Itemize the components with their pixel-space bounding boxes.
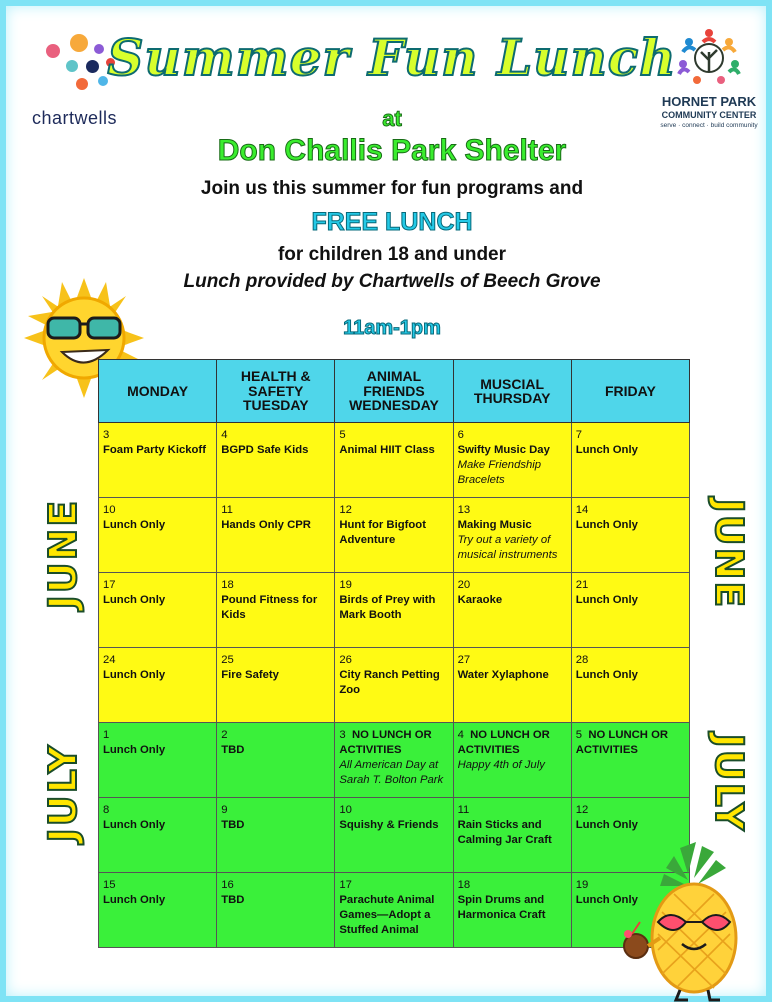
day-event: TBD: [221, 894, 245, 906]
day-number: 16: [221, 879, 234, 891]
flyer-title: Summer Fun Lunch: [107, 28, 677, 87]
calendar-day-cell: [217, 498, 335, 573]
day-number: 12: [575, 804, 589, 816]
day-number: 4: [457, 729, 464, 741]
day-event: Making Music: [457, 519, 532, 531]
calendar-day-cell: [571, 498, 689, 573]
day-number: 27: [457, 654, 471, 666]
day-event: Lunch Only: [103, 594, 166, 606]
day-event: NO LUNCH OR ACTIVITIES: [339, 729, 432, 756]
day-event: Lunch Only: [103, 669, 166, 681]
header-wednesday: ANIMAL FRIENDS WEDNESDAY: [335, 360, 453, 423]
calendar-day-cell: [335, 498, 453, 573]
day-event: Squishy & Friends: [339, 819, 439, 831]
day-number: 18: [221, 579, 234, 591]
july-label-left: JULY: [41, 743, 85, 843]
calendar-day-cell: [335, 423, 453, 498]
day-event: Karaoke: [457, 594, 503, 606]
day-event: TBD: [221, 744, 245, 756]
day-number: 9: [221, 804, 228, 816]
calendar-day-cell: [335, 573, 453, 648]
day-note: Try out a variety of musical instruments: [457, 534, 558, 561]
day-number: 11: [457, 804, 470, 816]
day-event: City Ranch Petting Zoo: [339, 669, 440, 696]
calendar-day-cell: [453, 873, 571, 948]
at-label: at: [382, 106, 402, 131]
day-event: Lunch Only: [575, 819, 638, 831]
calendar-day-cell: [453, 498, 571, 573]
chartwells-wordmark: chartwells: [32, 108, 118, 128]
day-number: 25: [221, 654, 234, 666]
day-event: Lunch Only: [103, 819, 166, 831]
day-event: Animal HIIT Class: [339, 444, 435, 456]
header-thursday: MUSCIAL THURSDAY: [453, 360, 571, 423]
day-number: 3: [339, 729, 346, 741]
calendar-header-row: [99, 360, 690, 423]
calendar-week-row: [99, 873, 690, 948]
day-number: 4: [221, 429, 228, 441]
calendar-day-cell: [99, 648, 217, 723]
day-event: Lunch Only: [575, 444, 638, 456]
pineapple-character-icon: [618, 834, 758, 1002]
day-number: 5: [339, 429, 346, 441]
community-center-name: COMMUNITY CENTER: [661, 110, 757, 120]
day-event: Swifty Music Day: [457, 444, 550, 456]
join-line: Join us this summer for fun programs and: [200, 178, 584, 199]
calendar-day-cell: [217, 423, 335, 498]
day-event: Pound Fitness for Kids: [221, 594, 318, 621]
calendar-day-cell: [335, 798, 453, 873]
day-number: 3: [103, 429, 110, 441]
day-number: 10: [339, 804, 352, 816]
age-line: for children 18 and under: [277, 244, 507, 265]
header-tuesday: HEALTH & SAFETY TUESDAY: [217, 360, 335, 423]
header-friday: FRIDAY: [571, 360, 689, 423]
calendar-day-cell: [571, 648, 689, 723]
location-name: Don Challis Park Shelter: [217, 134, 567, 167]
calendar-week-row: [99, 423, 690, 498]
calendar-day-cell: [453, 573, 571, 648]
day-event: TBD: [221, 819, 245, 831]
day-event: Lunch Only: [575, 894, 638, 906]
calendar-week-row: [99, 723, 690, 798]
calendar-day-cell: [217, 648, 335, 723]
day-event: Spin Drums and Harmonica Craft: [457, 894, 546, 921]
calendar-day-cell: [453, 648, 571, 723]
day-event: Birds of Prey with Mark Booth: [339, 594, 436, 621]
day-number: 24: [103, 654, 116, 666]
day-number: 5: [575, 729, 583, 741]
day-number: 2: [221, 729, 228, 741]
day-number: 21: [575, 579, 589, 591]
day-number: 14: [575, 504, 589, 516]
day-number: 26: [339, 654, 352, 666]
calendar-day-cell: [571, 573, 689, 648]
day-note: Make Friendship Bracelets: [457, 459, 542, 486]
lunch-time: 11am-1pm: [343, 317, 441, 339]
calendar-week-row: [99, 573, 690, 648]
day-number: 18: [457, 879, 471, 891]
day-note: All American Day at Sarah T. Bolton Park: [339, 759, 444, 786]
hornet-park-name: HORNET PARK: [661, 94, 757, 109]
calendar-week-row: [99, 798, 690, 873]
calendar-day-cell: [571, 423, 689, 498]
day-event: NO LUNCH OR ACTIVITIES: [457, 729, 550, 756]
day-note: Happy 4th of July: [457, 759, 545, 771]
day-event: Lunch Only: [103, 519, 166, 531]
hornet-park-tagline: serve · connect · build community: [660, 122, 758, 129]
calendar-day-cell: [453, 798, 571, 873]
calendar-day-cell: [99, 423, 217, 498]
day-number: 19: [575, 879, 589, 891]
day-number: 28: [575, 654, 589, 666]
july-label-right: JULY: [707, 733, 751, 833]
day-event: Parachute Animal Games—Adopt a Stuffed Animal: [339, 894, 435, 936]
day-event: Fire Safety: [221, 669, 279, 681]
day-event: Lunch Only: [103, 744, 166, 756]
day-event: Foam Party Kickoff: [103, 444, 206, 456]
day-number: 19: [339, 579, 352, 591]
day-event: Lunch Only: [575, 519, 638, 531]
day-number: 10: [103, 504, 116, 516]
day-event: Lunch Only: [575, 594, 638, 606]
calendar-day-cell: [335, 873, 453, 948]
calendar-day-cell: [217, 873, 335, 948]
lunch-calendar: [98, 359, 690, 948]
day-number: 7: [575, 429, 583, 441]
day-number: 20: [457, 579, 471, 591]
day-event: NO LUNCH OR ACTIVITIES: [575, 729, 669, 756]
calendar-day-cell: [335, 648, 453, 723]
calendar-day-cell: [217, 798, 335, 873]
day-number: 6: [457, 429, 464, 441]
day-number: 12: [339, 504, 352, 516]
day-event: Hands Only CPR: [221, 519, 311, 531]
day-event: Lunch Only: [575, 669, 638, 681]
calendar-day-cell: [99, 798, 217, 873]
june-label-left: JUNE: [41, 498, 85, 610]
free-lunch-heading: FREE LUNCH: [311, 208, 473, 236]
calendar-day-cell: [99, 723, 217, 798]
day-number: 13: [457, 504, 471, 516]
june-label-right: JUNE: [707, 498, 751, 610]
day-event: Water Xylaphone: [457, 669, 549, 681]
calendar-day-cell: [99, 873, 217, 948]
calendar-day-cell: [99, 498, 217, 573]
calendar-day-cell: [99, 573, 217, 648]
calendar-day-cell: [453, 723, 571, 798]
calendar-day-cell: [217, 723, 335, 798]
day-number: 1: [103, 729, 110, 741]
day-event: BGPD Safe Kids: [221, 444, 309, 456]
day-number: 8: [103, 804, 110, 816]
day-number: 17: [339, 879, 352, 891]
calendar-day-cell: [217, 573, 335, 648]
day-event: Lunch Only: [103, 894, 166, 906]
provided-by-line: Lunch provided by Chartwells of Beech Grove: [183, 271, 601, 292]
calendar-week-row: [99, 498, 690, 573]
calendar-week-row: [99, 648, 690, 723]
day-event: Rain Sticks and Calming Jar Craft: [457, 819, 552, 846]
calendar-day-cell: [335, 723, 453, 798]
header-monday: MONDAY: [99, 360, 217, 423]
day-number: 11: [221, 504, 233, 516]
calendar-day-cell: [453, 423, 571, 498]
day-number: 15: [103, 879, 116, 891]
calendar-day-cell: [571, 723, 689, 798]
day-number: 17: [103, 579, 116, 591]
day-event: Hunt for Bigfoot Adventure: [339, 519, 426, 546]
